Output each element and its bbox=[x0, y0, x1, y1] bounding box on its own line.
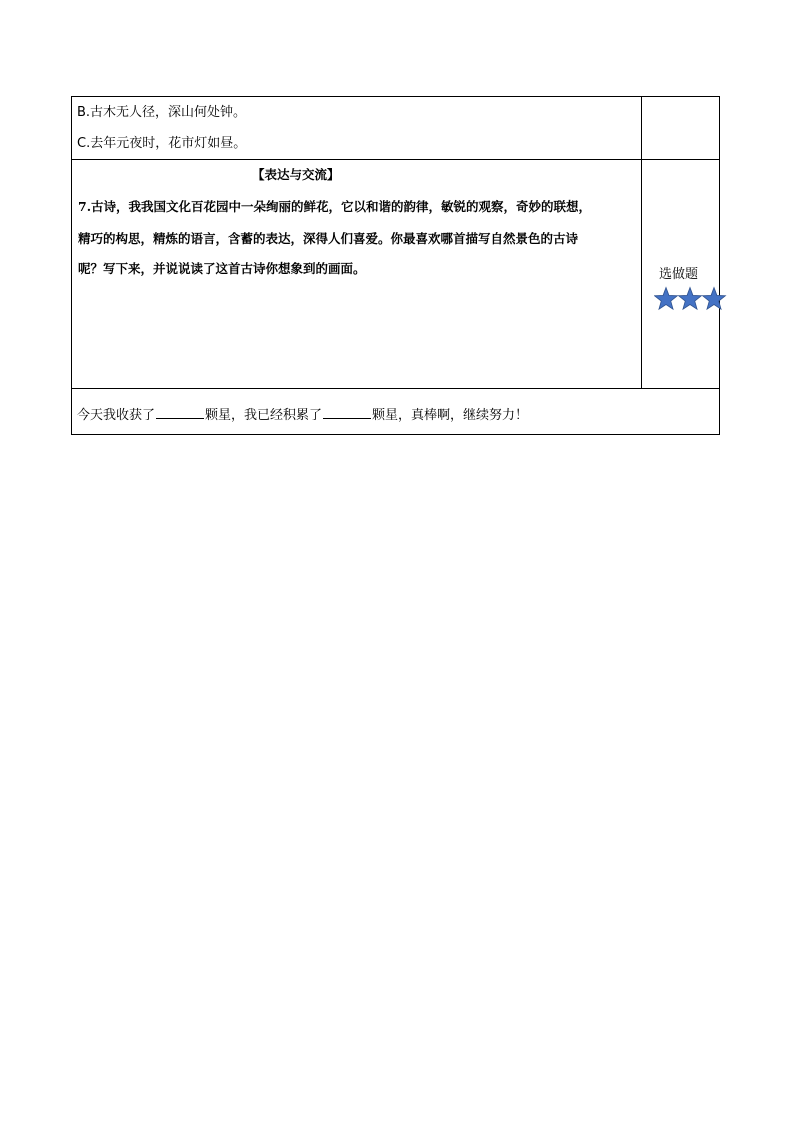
star-icon bbox=[703, 288, 726, 310]
question-line: 呢？写下来，并说说读了这首古诗你想象到的画面。 bbox=[78, 261, 366, 276]
footer-sentence bbox=[77, 406, 528, 424]
row-divider bbox=[72, 388, 719, 389]
footer-text-1: 今天我收获了 bbox=[77, 408, 156, 423]
difficulty-stars bbox=[654, 286, 728, 312]
worksheet-table bbox=[71, 96, 720, 435]
footer-text-2: 颗星，我已经积累了 bbox=[205, 408, 323, 423]
stars-earned-blank[interactable] bbox=[156, 406, 204, 419]
stars-accumulated-blank[interactable] bbox=[323, 406, 371, 419]
row-divider bbox=[72, 159, 719, 160]
option-b: B.古木无人径，深山何处钟。 bbox=[77, 105, 247, 120]
question-line: 7.古诗，我我国文化百花园中一朵绚丽的鲜花，它以和谐的韵律，敏锐的观察，奇妙的联想， bbox=[78, 199, 592, 214]
footer-text-3: 颗星，真棒啊，继续努力！ bbox=[372, 408, 529, 423]
column-divider bbox=[641, 97, 642, 388]
option-c: C.去年元夜时，花市灯如昼。 bbox=[77, 136, 247, 151]
optional-question-label: 选做题 bbox=[659, 267, 699, 282]
question-line: 精巧的构思，精炼的语言，含蓄的表达，深得人们喜爱。你最喜欢哪首描写自然景色的古诗 bbox=[78, 231, 579, 246]
section-heading: 【表达与交流】 bbox=[252, 167, 340, 182]
star-icon bbox=[655, 288, 678, 310]
star-icon bbox=[679, 288, 702, 310]
